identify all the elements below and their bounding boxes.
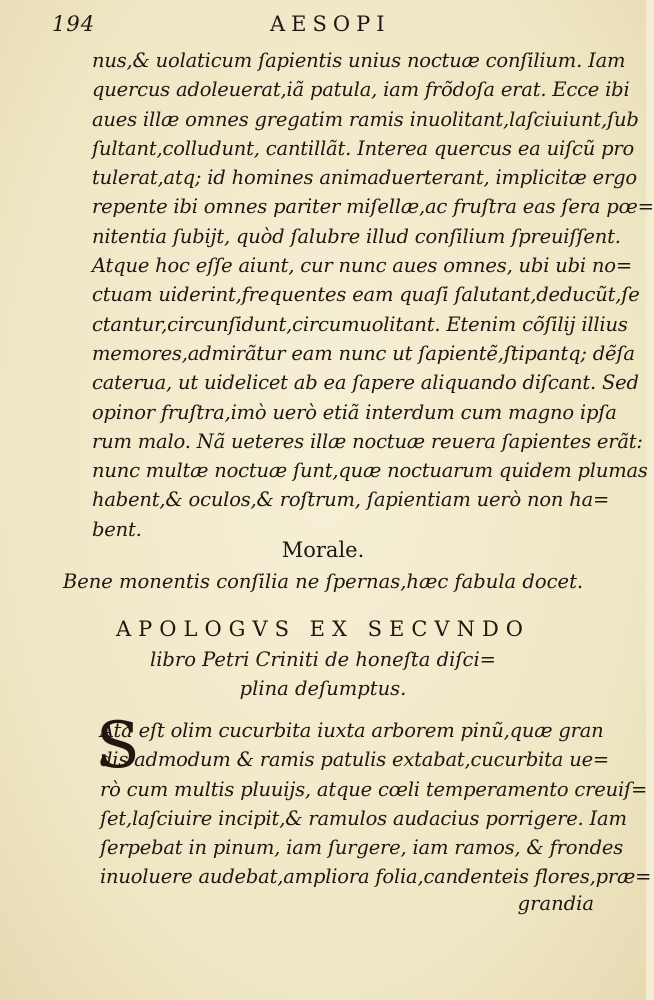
text-line: caterua, ut uidelicet ab ea ſapere aliquando diſcant. Sed [92,371,639,395]
text-line: ſerpebat in pinum, iam ſurgere, iam ramos, & frondes [100,836,624,860]
page-header [0,12,646,44]
text-line: ctuam uiderint,frequentes eam quaſi ſalutant,deducũt,ſe [92,283,640,307]
page-number: 194 [52,12,96,36]
text-line: repente ibi omnes pariter miſellæ,ac fruſtra eas ſera pœ= [92,195,654,219]
moral-text: Bene monentis conſilia ne ſpernas,hæc fabula docet. [62,570,584,593]
text-line: rò cum multis pluuijs, atque cœli temperamento creuiſ= [100,777,648,801]
text-line: nunc multæ noctuæ ſunt,quæ noctuarum quidem plumas [92,459,648,483]
text-line: opinor fruſtra,imò uerò etiã interdum cum magno ipſa [92,400,617,424]
text-line: dis admodum & ramis patulis extabat,cucurbita ue= [100,748,610,772]
text-line: Atque hoc eſſe aiunt, cur nunc aues omnes, ubi ubi no= [92,254,632,278]
drop-capital: S [96,709,140,783]
section-subtitle-line-1: libro Petri Criniti de honeſta diſci= [149,648,497,671]
text-line: inuoluere audebat,ampliora folia,candenteis flores,præ= [100,865,652,889]
text-line: ctantur,circunſidunt,circumuolitant. Etenim cõſilij illius [92,312,628,336]
text-line: Ata eſt olim cucurbita iuxta arborem pinũ,quæ gran [100,719,604,742]
text-line: aues illæ omnes gregatim ramis inuolitant,laſciuiunt,ſub [92,107,639,131]
text-line: nus,& uolaticum ſapientis unius noctuæ conſilium. Iam [92,49,626,72]
text-line: nitentia ſubijt, quòd ſalubre illud conſilium ſpreuiſſent. [92,224,621,248]
new-fable-text [100,716,652,892]
section-title: APOLOGVS EX SECVNDO [115,617,530,641]
text-line: bent. [92,517,142,541]
catchword: grandia [517,892,594,915]
text-line: habent,& oculos,& roſtrum, ſapientiam uerò non ha= [92,488,610,512]
text-line: tulerat,atq; id homines animaduerterant, implicitæ ergo [92,166,637,190]
fable-continuation-text [92,46,654,544]
section-subtitle-line-2: plina deſumptus. [239,677,407,700]
text-line: memores,admirãtur eam nunc ut ſapientẽ,ſtipantq; dẽſa [92,341,635,365]
running-head: AESOPI [270,12,391,36]
text-line: quercus adoleuerat,iã patula, iam frõdoſa erat. Ecce ibi [92,78,630,102]
text-line: rum malo. Nã ueteres illæ noctuæ reuera ſapientes erãt: [92,429,643,453]
text-line: ſet,laſciuire incipit,& ramulos audacius porrigere. Iam [100,806,627,830]
text-line: ſultant,colludunt, cantillãt. Interea quercus ea uiſcũ pro [92,136,635,160]
moral-heading: Morale. [281,538,365,562]
